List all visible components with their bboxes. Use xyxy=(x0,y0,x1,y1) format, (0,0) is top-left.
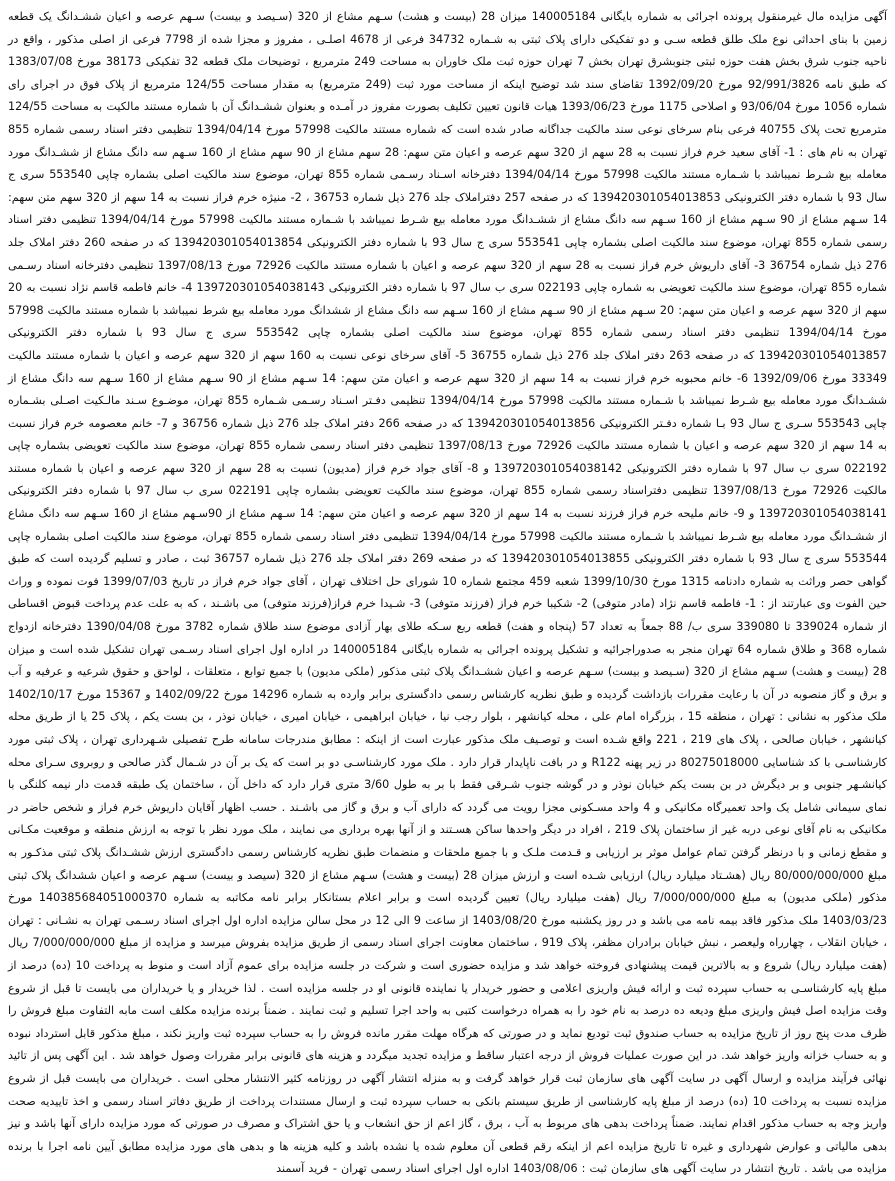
notice-body-text: آگهی مزایده مال غیرمنقول پرونده اجرائی به شماره بایگانی 140005184 میزان 28 (بیست و هشت) سـهم مشاع از 320 (سـیصد و بیست) سـهم عرصه و اعیان ششـدانگ یک قطعه زمین با بنای احداثی نوع ملک طلق قطعه سـی و دو تفکیکی دارای پلاک ثبتی به شـماره 34732 فرعی از 4678 اصلـی ، مفروز و مجزا شده از 7798 فرعی از اصلی مذکور ، واقع در ناحیه جنوب شرق بخش هفت حوزه ثبتی جنوبشرق تهران بخش 7 تهران حوزه ثبت ملک خاوران به مساحت 249 مترمربع ، توضیحات ملک قطعه 32 تفکیکی 38173 مورخ 1383/07/08 که طبق نامه 92/991/3826 مورخ 1392/09/20 تقاضای سند شد توضیح اینکه از مساحت مورد ثبت (249 مترمربع) به مقدار مساحت 124/55 مترمربع از پلاک فوق در اجرای رای شماره 1056 مورخ 93/06/04 و اصلاحی 1175 مورخ 1393/06/23 هیات قانون تعیین تکلیف بصورت مفروز در آمـده و بعنوان ششـدانگ آن با شماره مستند مالکیت به مساحت 124/55 مترمربع تحت پلاک 40755 فرعی بنام سرخای نوعی سند مالکیت جداگانه صادر شده است که شماره مستند مالکیت 57998 مورخ 1394/04/14 تنظیمی دفتر اسناد رسمی شماره 855 تهران به نام های : 1- آقای سعید خرم فراز نسبت به 28 سهم از 320 سهم عرصه و اعیان متن سهم: 28 سهم مشاع از 90 سهم مشاع از 160 سـهم سه دانگ مشاع از ششـدانگ مورد معامله بیع شـرط نمیباشد با شـماره مستند مالکیت 57998 مورخ 1394/04/14 دفترخانه اسـناد رسـمی شماره 855 تهران، موضوع سند مالکیت اصلی بشماره چاپی 553540 سری ج سال 93 با شماره دفتر الکترونیکی 139420301054013853 که در صفحه 257 دفتراملاک جلد 276 ذیل شماره 36753 ، 2- منیژه خرم فراز نسبت به 14 سهم از 320 سهم متن سهم: 14 سـهم مشاع از 90 سـهم مشاع از 160 سـهم سه دانگ مشاع از ششـدانگ مورد معامله بیع شـرط نمیباشد با شـماره مستند مالکیت 57998 مورخ 1394/04/14 تنظیمی دفتر اسناد رسمی شماره 855 تهران، موضوع سند مالکیت اصلی بشماره چاپی 553541 سری ج سال 93 با شماره دفتر الکترونیکی 139420301054013854 که در صفحه 260 دفتر املاک جلد 276 ذیل شماره 36754 3- آقای داریوش خرم فراز نسبت به 28 سهم از 320 سهم عرصه و اعیان با شماره مستند مالکیت 72926 مورخ 1397/08/13 تنظیمی دفترخانه اسناد رسـمی شماره 855 تهران، موضوع سند مالکیت تعویضی به شماره چاپی 022193 سری ب سال 97 با شماره دفتر الکترونیکی 139720301054038143 4- خانم فاطمه قاسم نژاد نسبت به 20 سهم از 320 سهم عرصه و اعیان متن سهم: 20 سـهم مشاع از 90 سـهم مشاع از 160 سـهم سه دانگ مشاع از ششدانگ مورد معامله بیع شرط نمیباشد با شماره مستند مالکیت 57998 مورخ 1394/04/14 تنظیمی دفتر اسناد رسمی شماره 855 تهران، موضوع سند مالکیت اصلی بشماره چاپی 553542 سری ج سال 93 با شماره دفتر الکترونیکی 139420301054013857 که در صفحه 263 دفتر املاک جلد 276 ذیل شماره 36755 5- آقای سرخای نوعی نسبت به 160 سهم از 320 سهم عرصه و اعیان با شماره مستند مالکیت 33349 مورخ 1392/09/06 6- خانم محبوبه خرم فراز نسبت به 14 سهم از 320 سهم عرصه و اعیان متن سهم: 14 سـهم مشاع از 90 سـهم مشاع از 160 سـهم سه دانگ مشاع از ششـدانگ مورد معامله بیع شـرط نمیباشد با شـماره مستند مالکیت 57998 مورخ 1394/04/14 تنظیمی دفـتر اسـناد رسـمی شـماره 855 تهران، موضـوع سـند مالـکیت اصـلی بشـماره چاپی 553543 سـری ج سال 93 بـا شماره دفـتر الکترونیکی 139420301054013856 که در صفحه 266 دفتر املاک جلد 276 ذیل شماره 36756 و 7- خانم معصومه خرم فراز نسبت به 14 سهم از 320 سهم عرصه و اعیان با شماره مستند مالکیت 72926 مورخ 1397/08/13 تنظیمی دفتر اسناد رسمی شماره 855 تهران، موضوع سند مالکیت تعویضی بشماره چاپی 022192 سری ب سال 97 با شماره دفتر الکترونیکی 139720301054038142 و 8- آقای جواد خرم فراز (مدیون) نسبت به 28 سهم از 320 سهم عرصه و اعیان با شماره مستند مالکیت 72926 مورخ 1397/08/13 تنظیمی دفتراسناد رسمی شماره 855 تهران، موضوع سند مالکیت تعویضی بشماره چاپی 022191 سری ب سال 97 با شماره دفتر الکترونیکی 139720301054038141 و 9- خانم ملیحه خرم فراز فرزند نسبت به 14 سهم از 320 سهم عرصه و اعیان متن سهم: 14 سـهم مشاع از 90سـهم مشاع از 160 سـهم سه دانگ مشاع از ششـدانگ مورد معامله بیع شـرط نمیباشد با شـماره مستند مالکیت 57998 مورخ 1394/04/14 تنظیمی دفتر اسناد رسمی شماره 855 تهران، موضوع سند مالکیت اصلی بشماره چاپی 553544 سری ج سال 93 با شماره دفتر الکترونیکی 139420301054013855 که در صفحه 269 دفتر املاک جلد 276 ذیل شماره 36757 ثبت ، صادر و تسلیم گردیده است که طبق گواهی حصر وراثت به شماره دادنامه 1315 مورخ 1399/10/30 شعبه 459 مجتمع شماره 10 شورای حل اختلاف تهران ، آقای جواد خرم فراز در تاریخ 1399/07/03 فوت نموده و وراث حین الفوت وی عبارتند از : 1- فاطمه قاسم نژاد (مادر متوفی) 2- شکیبا خرم فراز (فرزند متوفی) 3- شـیدا خرم فراز(فرزند متوفی) می باشـند ، که به علت عدم پرداخت قبوض اقساطی از شماره 339024 تا 339080 سری ب/ 88 جمعاً به تعداد 57 (پنجاه و هفت) قطعه ربع سـکه طلای بهار آزادی موضوع سند طلاق شماره 3782 مورخ 1390/04/08 دفترخانه ازدواج شماره 368 و طلاق شماره 64 تهران منجر به صدوراجرائیه و تشکیل پرونده اجرائی به شماره بایگانی 140005184 در اداره اول اجرای اسناد رسـمی تهران تشکیل شده است و میزان 28 (بیست و هشت) سـهم مشاع از 320 (سـیصد و بیست) سـهم عرصه و اعیان ششـدانگ پلاک ثبتی مذکور (ملکی مدیون) با جمیع توابع ، متعلقات ، لواحق و حقوق شرعیه و عرفیه و آب و برق و گاز منصوبه در آن با رعایت مقررات بازداشت گردیده و طبق نظریه کارشناس رسمی دادگستری برابر وارده به شماره 14296 مورخ 1402/09/22 و 15367 مورخ 1402/10/17 ملک مذکور به نشانی : تهران ، منطقه 15 ، بزرگراه امام علی ، محله کیانشهر ، بلوار رجب نیا ، خیابان ابراهیمی ، خیابان امیری ، خیابان نوذر ، بن بست یکم ، پلاک 25 یا از طریق محله کیانشهر ، خیابان صالحی ، پلاک های 219 ، 221 واقع شـده است و توصـیف ملک مذکور عبارت است از اینکه : مطابق مندرجات سامانه طرح تفصیلی شـهرداری تهران ، پلاک ثبتی مورد کارشناسـی با کد شناسایی 80275018000 در زیر پهنه R122 و در بافت ناپایدار قرار دارد . ملک مورد کارشناسـی دو بر است که یک بر آن در شـمال گذر صالحی و روبروی سـرای محله کیانشـهر جنوبی و بر دیگرش در بن بست یکم خیابان نوذر و در گوشه جنوب شـرقی فقط با بر به طول 3/60 متری قرار دارد که داخل آن ، ساختمان یک طبقه قدمت دار نیمه کلنگی با نمای سیمانی شامل یک واحد تعمیرگاه مکانیکی و 4 واحد مسـکونی مجزا رویت می گردد که دارای آب و برق و گاز می باشـند . حسب اظهار آقایان داریوش خرم فراز و شخص حاضر در مکانیکی به نام آقای نوعی دربه غیر از ساختمان پلاک 219 ، افراد در دیگر واحدها ساکن هسـتند و از آنها بهره برداری می نمایند ، ملک مورد نظر با توجه به ارزش منطقه و موقعیت مکـانی و مقطع زمانی و با درنظر گرفتن تمام عوامل موثر بر ارزیابی و قـدمت ملـک و با جمیع ملحقات و منضمات طبق نظریه کارشناس رسمی دادگستری ارزش ششـدانگ پلاک ثبتی مذکـور به مبلغ 80/000/000/000 ریال (هشـتاد میلیارد ریال) ارزیابی شـده است و ارزش میزان 28 (بیست و هشت) سـهم مشاع از 320 (سیصد و بیست) سـهم عرصه و اعیان ششدانگ پلاک ثبتی مذکور (ملکی مدیون) به مبلغ 7/000/000/000 ریال (هفت میلیارد ریال) تعیین گردیده است و برابر اعلام بستانکار برابر نامه مکاتبه به شماره 140385684051000370 مورخ 1403/03/23 ملک مذکور فاقد بیمه نامه می باشد و در روز یکشنبه مورخ 1403/08/20 از ساعت 9 الی 12 در محل سالن مزایده اداره اول اجرای اسناد رسـمی تهران به نشـانی : تهران ، خیابان انقلاب ، چهارراه ولیعصر ، نبش خیابان برادران مظفر، پلاک 919 ، ساختمان معاونت اجرای اسناد رسمی از طریق مزایده بفروش میرسد و مزایده از مبلغ 7/000/000/000 ریال (هفت میلیارد ریال) شروع و به بالاترین قیمت پیشنهادی فروخته خواهد شد و مزایده حضوری است و شرکت در جلسه مزایده برای عموم آزاد است و منوط به پرداخت 10 (ده) درصد از مبلغ پایه کارشناسـی به حساب سپرده ثبت و ارائه فیش واریزی اعلامی و حضور خریدار یا نماینده قانونی او در جلسه مزایده است . لذا خریدار و یا خریداران می بایست تا قبل از شروع وقت مزایده اصل فیش واریزی مبلغ ودیعه ده درصد به نام خود را به همراه درخواست کتبی به واحد اجرا تسلیم و ثبت نمایند . ضمناً برنده مزایده مکلف است مابه التفاوت مبلغ فروش را ظرف مدت پنج روز از تاریخ مزایده به حساب صندوق ثبت تودیع نماید و در صورتی که هرگاه مهلت مقرر مانده فروش را به حساب سپرده ثبت واریز نکند ، مبلغ مذکور قابل استرداد نبوده و به حساب خزانه واریز خواهد شد. در این صورت عملیات فروش از درجه اعتبار ساقط و مزایده تجدید میگردد و هزینه های قانونی برابر مقررات وصول خواهد شد . این آگهی پس از تائید نهائی فرآیند مزایده و ارسال آگهی در سایت آگهی های سازمان ثبت قرار خواهد گرفت و به منزله انتشار آگهی در روزنامه کثیر الانتشار محلی است . خریداران می بایست قبل از شروع مزایده نسبت به پرداخت 10 (ده) درصد از مبلغ پایه کارشناسی از طریق سیستم بانکی به حساب سپرده ثبت و ارسال مستندات پرداخت از طریق دفاتر اسناد رسمی و اخذ تاییدیه صحت واریز وجه به حساب مذکور اقدام نمایند. ضمناً پرداخت بدهی های مربوط به آب ، برق ، گاز اعم از حق انشعاب و یا حق اشتراک و مصرف در صورتی که مورد مزایده دارای آنها باشد و نیز بدهی مالیاتی و عوارض شهرداری و غیره تا تاریخ مزایده اعم از اینکه رقم قطعی آن معلوم شده یا نشده باشد و کلیه هزینه ها و بدهی های مورد مزایده مطابق آیین نامه اجرا با برنده مزایده می باشد . تاریخ انتشار در سایت آگهی های سازمان ثبت : 1403/08/06 اداره اول اجرای اسناد رسمی تهران - فرید آسمند xyxy=(8,10,888,1176)
